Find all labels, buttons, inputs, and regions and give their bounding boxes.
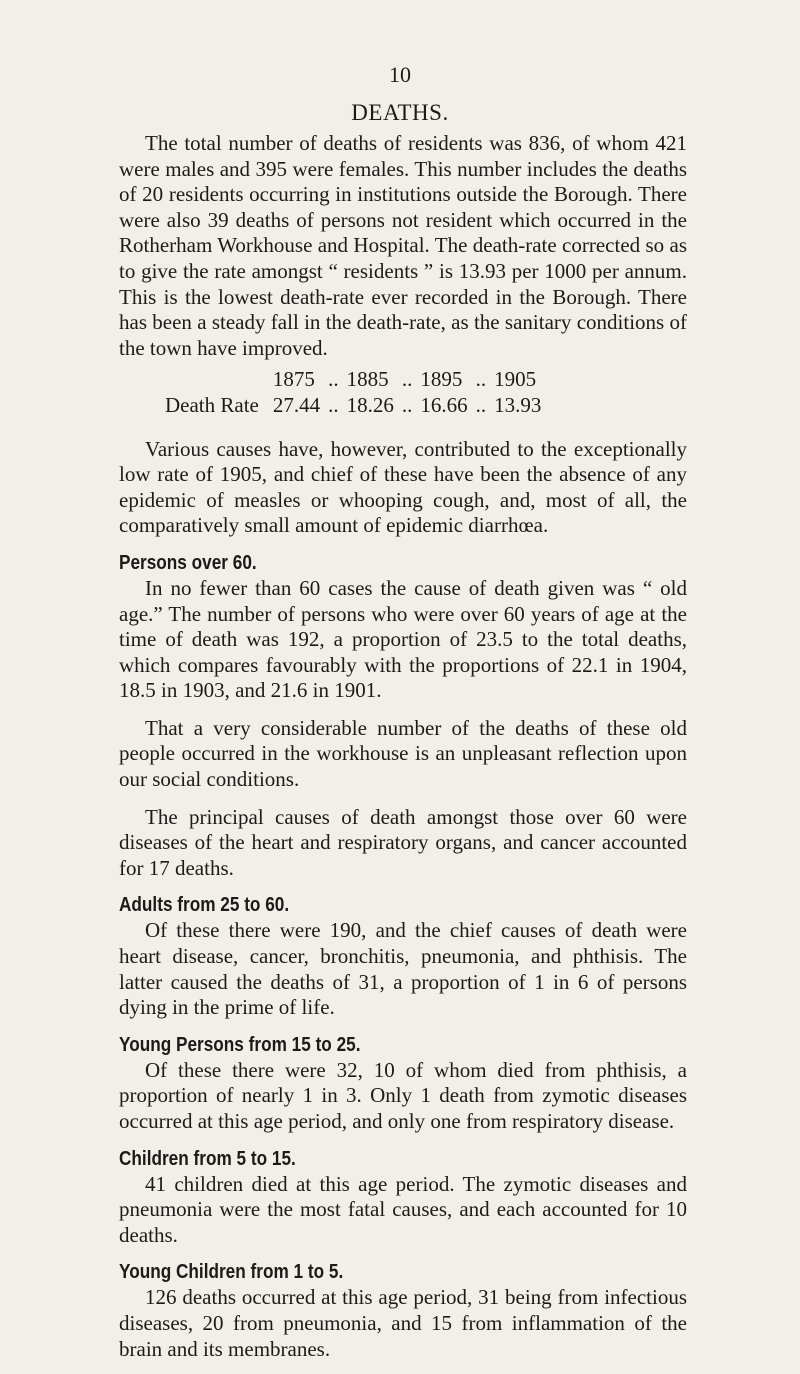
children-paragraph: 41 children died at this age period. The zymotic diseases and pneumonia were the most fatal causes, and each accounted for 10 deaths. — [119, 1171, 687, 1247]
section-heading-adults: Adults from 25 to 60. — [119, 894, 290, 917]
rate-cell: 18.26 — [346, 392, 394, 417]
section-heading-over-60: Persons over 60. — [119, 551, 257, 574]
rate-row — [165, 393, 549, 419]
page-title: DEATHS. — [351, 100, 449, 125]
young-children-paragraph: 126 deaths occurred at this age period, 31 being from infectious diseases, 20 from pneumonia, and 15 from inflammation of the brain and its membranes. — [119, 1285, 687, 1361]
section-heading-children: Children from 5 to 15. — [119, 1147, 296, 1170]
year-cell: 1895 — [420, 367, 463, 392]
section-heading-young-children: Young Children from 1 to 5. — [119, 1261, 344, 1284]
year-row — [165, 367, 549, 393]
rate-cell: 13.93 — [494, 392, 542, 417]
year-cell: 1905 — [494, 367, 537, 392]
year-cell: 1875 — [272, 367, 315, 392]
separator: .. — [475, 392, 487, 417]
rate-cell: 16.66 — [420, 392, 468, 417]
over-60-paragraph-2: That a very considerable number of the deaths of these old people occurred in the workhouse is an unpleasant reflection upon our social conditions. — [119, 715, 687, 792]
separator: .. — [328, 392, 339, 417]
separator: .. — [328, 367, 339, 392]
adults-paragraph: Of these there were 190, and the chief causes of death were heart disease, cancer, bronchitis, pneumonia, and phthisis. The latter caused the deaths of 31, a proportion of 1 in 6 of persons dying in the prime of life. — [119, 918, 687, 1020]
separator: .. — [401, 392, 413, 417]
separator: .. — [401, 367, 413, 392]
separator: .. — [475, 367, 487, 392]
intro-paragraph: The total number of deaths of residents was 836, of whom 421 were males and 395 were females. This number includes the deaths of 20 residents occurring in institutions outside the Borough. There were also 39 deaths of persons not resident which occurred in the Rotherham Workhouse and Hospital. The death-rate corrected so as to give the rate amongst “ residents ” is 13.93 per 1000 per annum. This is the lowest death-rate ever recorded in the Borough. There has been a steady fall in the death-rate, as the sanitary conditions of the town have improved. — [119, 131, 687, 360]
death-rate-table — [165, 367, 549, 418]
over-60-paragraph-3: The principal causes of death amongst those over 60 were diseases of the heart and respiratory organs, and cancer accounted for 17 deaths. — [119, 804, 687, 880]
causes-paragraph: Various causes have, however, contributed to the exceptionally low rate of 1905, and chief of these have been the absence of any epidemic of measles or whooping cough, and, most of all, the comparatively small amount of epidemic diarrhœa. — [119, 436, 687, 538]
death-rate-label: Death Rate — [165, 392, 259, 417]
page-number: 10 — [389, 62, 411, 87]
section-heading-young-persons: Young Persons from 15 to 25. — [119, 1033, 361, 1056]
body-text — [119, 131, 687, 1374]
year-cell: 1885 — [346, 367, 389, 392]
rate-cell: 27.44 — [272, 392, 321, 417]
young-persons-paragraph: Of these there were 32, 10 of whom died from phthisis, a proportion of nearly 1 in 3. Only 1 death from zymotic diseases occurred at this age period, and only one from respiratory disease. — [119, 1057, 687, 1133]
over-60-paragraph-1: In no fewer than 60 cases the cause of death given was “ old age.” The number of persons who were over 60 years of age at the time of death was 192, a proportion of 23.5 to the total deaths, which compares favourably with the proportions of 22.1 in 1904, 18.5 in 1903, and 21.6 in 1901. — [119, 575, 687, 703]
